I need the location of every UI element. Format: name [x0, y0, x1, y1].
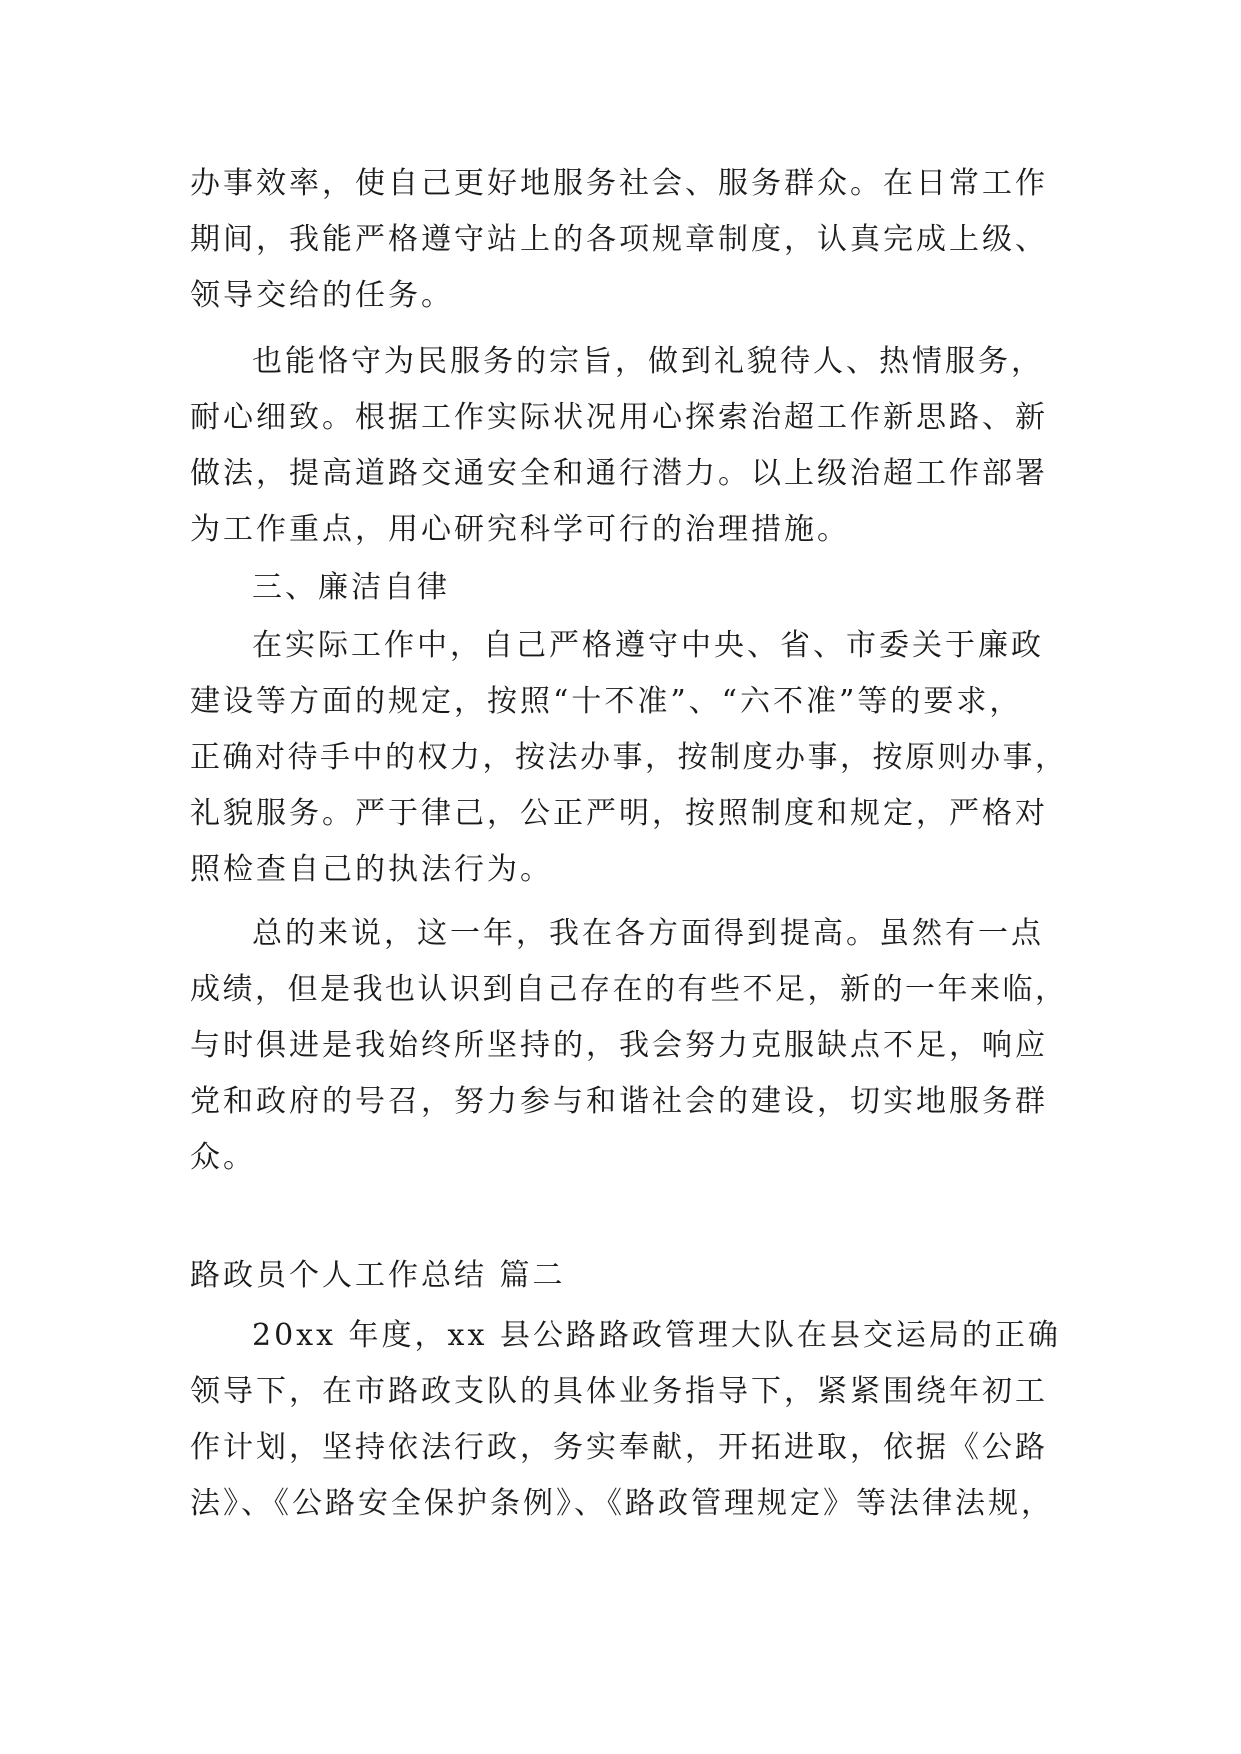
text-line: 作计划，坚持依法行政，务实奉献，开拓进取，依据《公路	[190, 1430, 1048, 1465]
text-line: 礼貌服务。严于律己，公正严明，按照制度和规定，严格对	[190, 796, 1048, 831]
text-line: 与时俱进是我始终所坚持的，我会努力克服缺点不足，响应	[190, 1028, 1048, 1063]
text-line: 成绩，但是我也认识到自己存在的有些不足，新的一年来临，	[190, 972, 1068, 1007]
text-line: 总的来说，这一年，我在各方面得到提高。虽然有一点	[252, 916, 1044, 951]
text-line: 办事效率，使自己更好地服务社会、服务群众。在日常工作	[190, 166, 1048, 201]
text-line: 耐心细致。根据工作实际状况用心探索治超工作新思路、新	[190, 400, 1048, 435]
text-line: 正确对待手中的权力，按法办事，按制度办事，按原则办事，	[190, 740, 1068, 775]
text-line: 为工作重点，用心研究科学可行的治理措施。	[190, 512, 850, 547]
text-line: 党和政府的号召，努力参与和谐社会的建设，切实地服务群	[190, 1084, 1048, 1119]
text-line: 建设等方面的规定，按照“十不准”、“六不准”等的要求，	[190, 684, 1023, 719]
text-line: 20xx 年度，xx 县公路路政管理大队在县交运局的正确	[252, 1318, 1061, 1353]
text-line: 也能恪守为民服务的宗旨，做到礼貌待人、热情服务，	[252, 344, 1044, 379]
text-line: 法》、《公路安全保护条例》、《路政管理规定》等法律法规，	[190, 1486, 1054, 1521]
text-line: 照检查自己的执法行为。	[190, 852, 553, 887]
text-line: 领导下，在市路政支队的具体业务指导下，紧紧围绕年初工	[190, 1374, 1048, 1409]
section-heading: 三、廉洁自律	[252, 570, 450, 605]
text-line: 领导交给的任务。	[190, 278, 454, 313]
text-line: 做法，提高道路交通安全和通行潜力。以上级治超工作部署	[190, 456, 1048, 491]
text-line: 在实际工作中，自己严格遵守中央、省、市委关于廉政	[252, 628, 1044, 663]
document-title: 路政员个人工作总结 篇二	[190, 1258, 566, 1293]
text-line: 期间，我能严格遵守站上的各项规章制度，认真完成上级、	[190, 222, 1048, 257]
text-line: 众。	[190, 1140, 256, 1175]
